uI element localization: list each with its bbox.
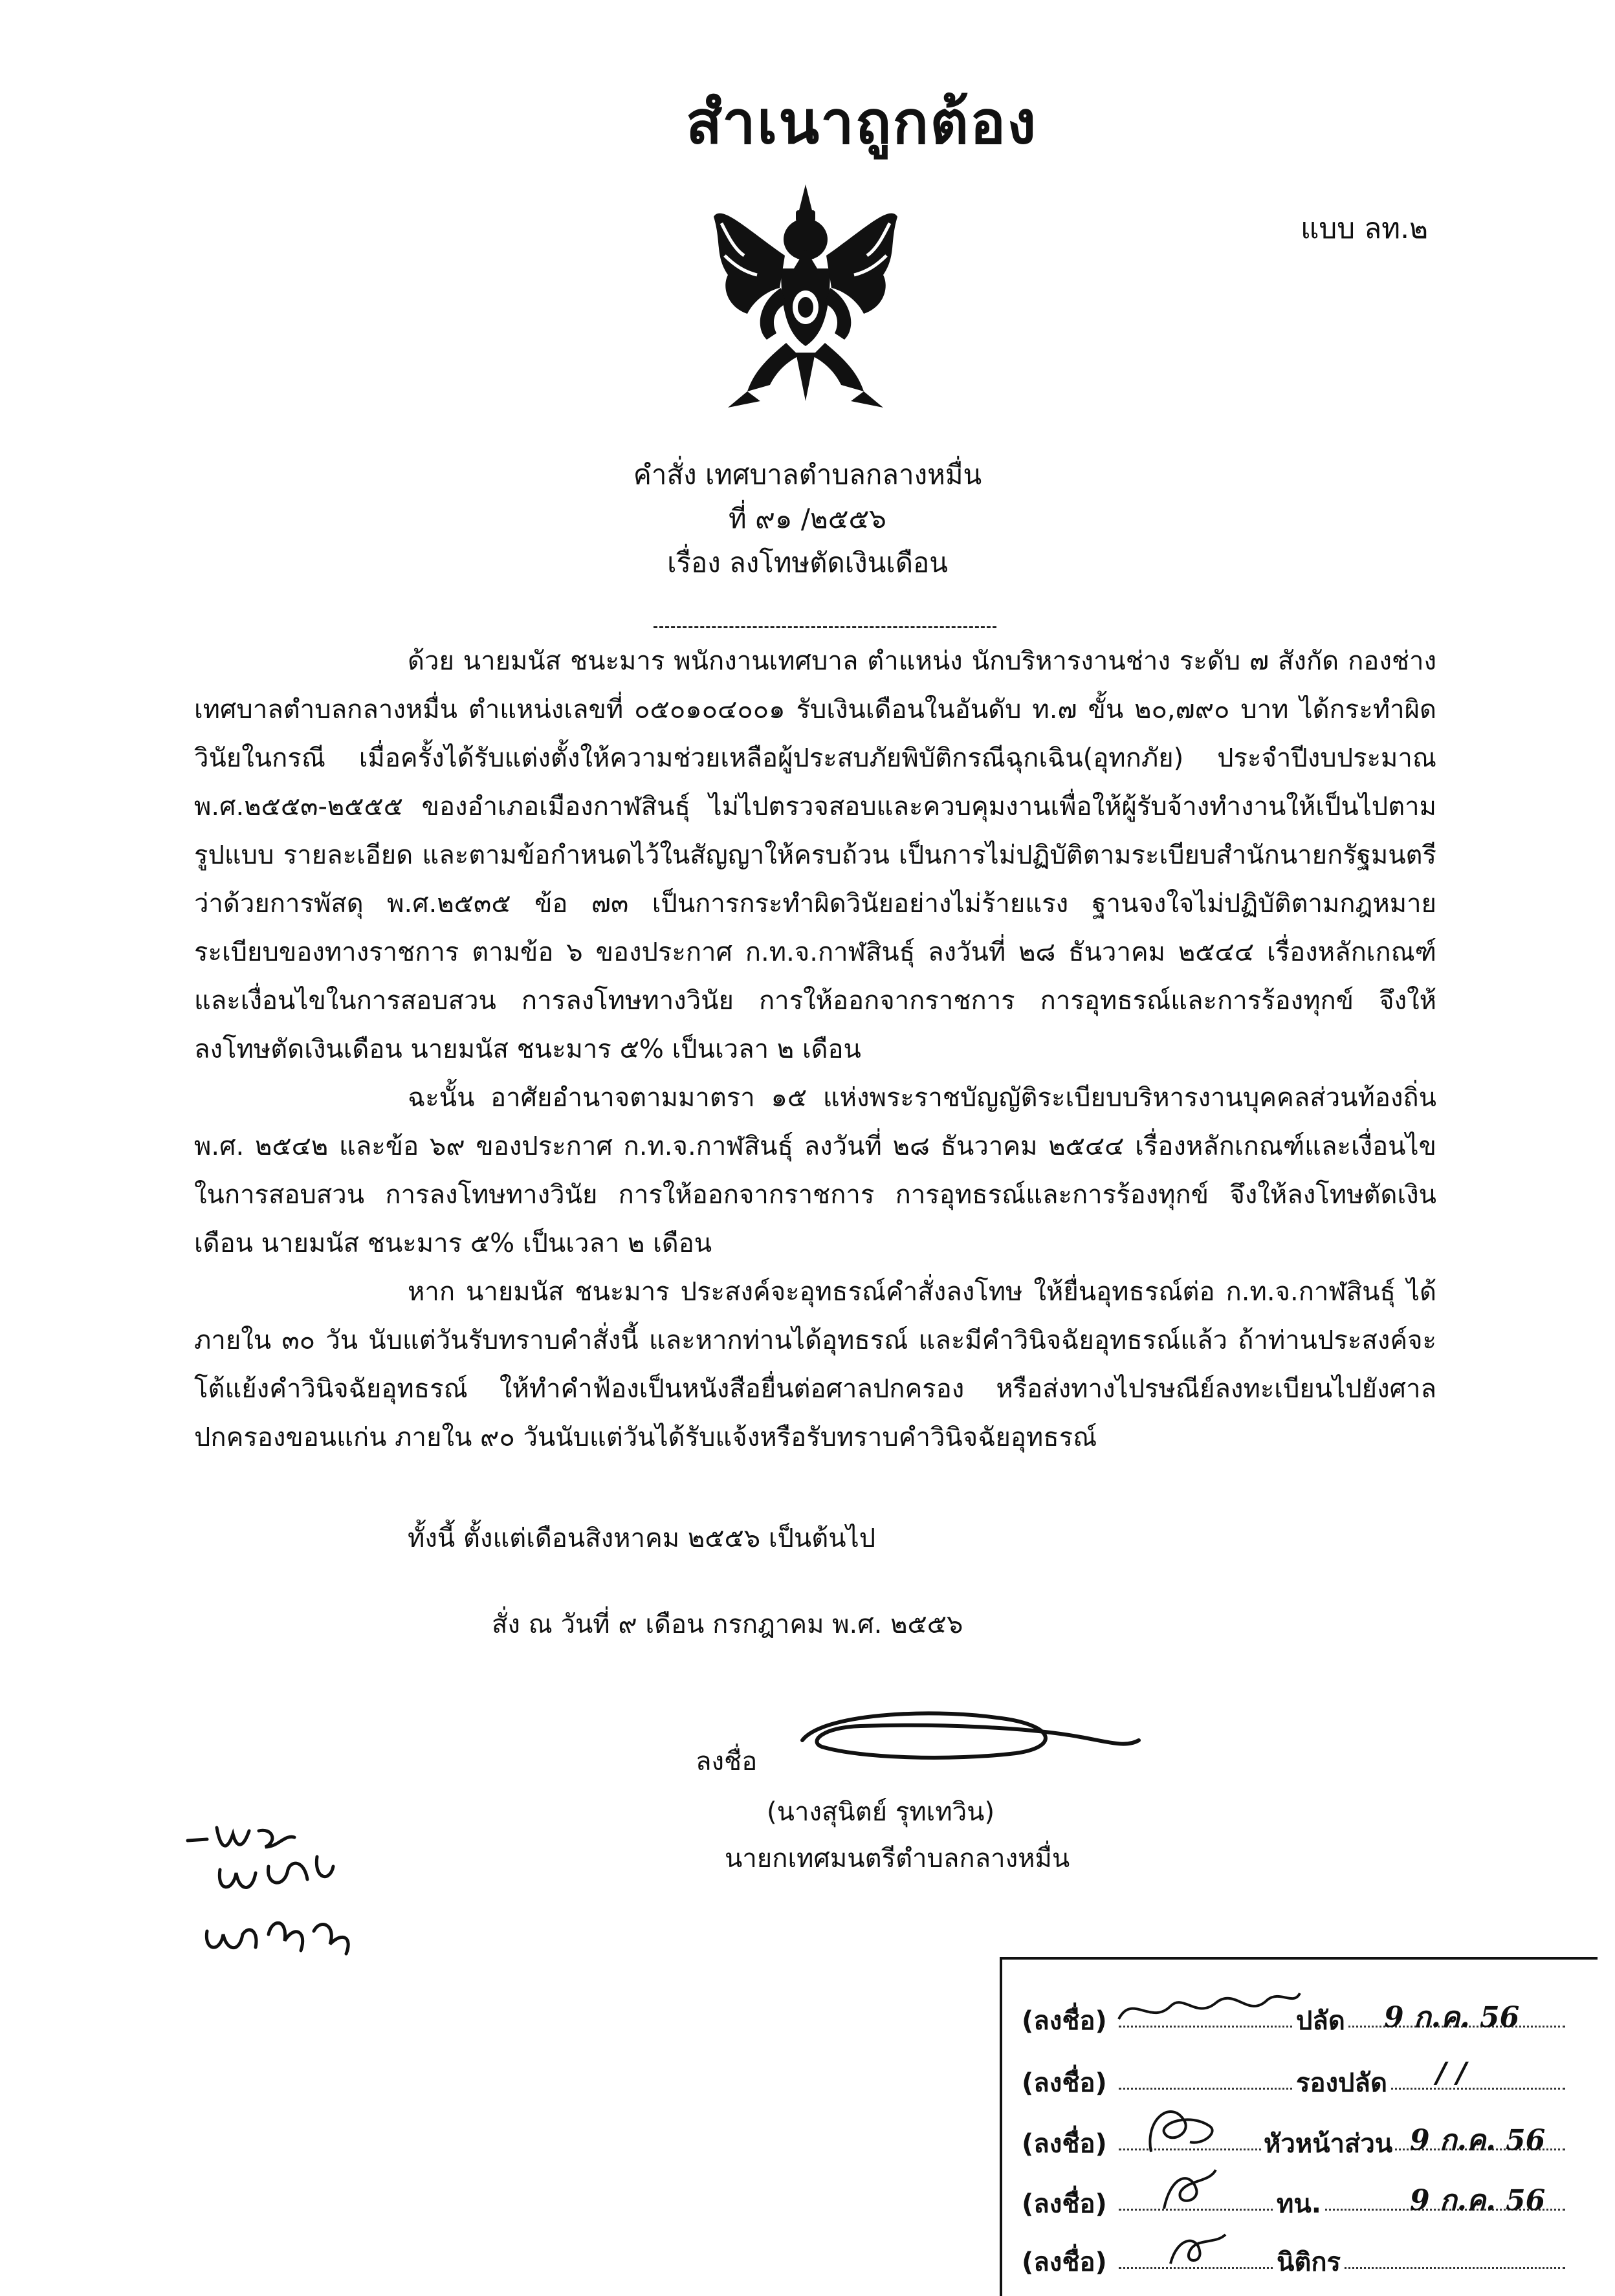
initials-scribble-icon <box>1112 1980 1306 2039</box>
certified-copy-stamp: สำเนาถูกต้อง <box>686 88 1038 157</box>
routing-position: หัวหน้าส่วน <box>1261 2123 1395 2164</box>
routing-label: (ลงชื่อ) <box>1022 2247 1107 2277</box>
routing-label: (ลงชื่อ) <box>1022 2129 1107 2159</box>
signer-title: นายกเทศมนตรีตำบลกลางหมื่น <box>725 1844 1070 1874</box>
order-issuer: คำสั่ง เทศบาลตำบลกลางหมื่น <box>633 459 982 490</box>
initials-scribble-icon <box>1132 2094 1229 2165</box>
initials-scribble-icon <box>1158 2218 1235 2277</box>
order-number: ที่ ๙๑ /๒๕๕๖ <box>729 503 886 534</box>
routing-row-deputy-clerk <box>1022 2000 1591 2039</box>
paragraph-offense: ด้วย นายมนัส ชนะมาร พนักงานเทศบาล ตำแหน่ง นักบริหารงานช่าง ระดับ ๗ สังกัด กองช่าง เทศบาลตำบลกลางหมื่น ตำแหน่งเลขที่ ๐๕๐๑๐๔๐๐๑ รับเงินเดือนในอันดับ ท.๗ ขั้น ๒๐,๗๙๐ บาท ได้กระทำผิดวินัยในกรณี เมื่อครั้งได้รับแต่งตั้งให้ความช่วยเหลือผู้ประสบภัยพิบัติกรณีฉุกเฉิน(อุทกภัย) ประจำปีงบประมาณ พ.ศ.๒๕๕๓-๒๕๕๕ ของอำเภอเมืองกาฬสินธุ์ ไม่ไปตรวจสอบและควบคุมงานเพื่อให้ผู้รับจ้างทำงานให้เป็นไปตามรูปแบบ รายละเอียด และตามข้อกำหนดไว้ในสัญญาให้ครบถ้วน เป็นการไม่ปฏิบัติตามระเบียบสำนักนายกรัฐมนตรีว่าด้วยการพัสดุ พ.ศ.๒๕๓๕ ข้อ ๗๓ เป็นการกระทำผิดวินัยอย่างไม่ร้ายแรง ฐานจงใจไม่ปฏิบัติตามกฎหมาย ระเบียบของทางราชการ ตามข้อ ๖ ของประกาศ ก.ท.จ.กาฬสินธุ์ ลงวันที่ ๒๘ ธันวาคม ๒๕๔๔ เรื่องหลักเกณฑ์และเงื่อนไขในการสอบสวน การลงโทษทางวินัย การให้ออกจากราชการ การอุทธรณ์และการร้องทุกข์ จึงให้ลงโทษตัดเงินเดือน นายมนัส ชนะมาร ๕% เป็นเวลา ๒ เดือน <box>194 646 1436 1064</box>
routing-position: รองปลัด <box>1293 2062 1390 2103</box>
initials-scribble-icon <box>1151 2157 1229 2222</box>
garuda-emblem-icon <box>709 178 903 421</box>
paragraph-authority: ฉะนั้น อาศัยอำนาจตามมาตรา ๑๕ แห่งพระราชบัญญัติระเบียบบริหารงานบุคคลส่วนท้องถิ่น พ.ศ. ๒๕๔๒ และข้อ ๖๙ ของประกาศ ก.ท.จ.กาฬสินธุ์ ลงวันที่ ๒๘ ธันวาคม ๒๕๔๔ เรื่องหลักเกณฑ์และเงื่อนไขในการสอบสวน การลงโทษทางวินัย การให้ออกจากราชการ การอุทธรณ์และการร้องทุกข์ จึงให้ลงโทษตัดเงินเดือน นายมนัส ชนะมาร ๕% เป็นเวลา ๒ เดือน <box>194 1083 1436 1258</box>
order-body <box>194 637 1436 1462</box>
routing-label: (ลงชื่อ) <box>1022 2068 1107 2098</box>
routing-date: 9 ก.ค. 56 <box>1384 2001 1520 2034</box>
routing-date: 9 ก.ค. 56 <box>1410 2124 1546 2157</box>
routing-position: ทน. <box>1274 2183 1324 2224</box>
effective-date: ทั้งนี้ ตั้งแต่เดือนสิงหาคม ๒๕๕๖ เป็นต้นไป <box>408 1524 876 1553</box>
routing-date: 9 ก.ค. 56 <box>1410 2184 1546 2217</box>
order-date: สั่ง ณ วันที่ ๙ เดือน กรกฎาคม พ.ศ. ๒๕๕๖ <box>492 1610 963 1639</box>
handwritten-note-icon <box>181 1821 375 1976</box>
routing-position: ปลัด <box>1293 2000 1348 2041</box>
routing-row-admin-staff <box>1022 2183 1591 2222</box>
signer-name: (นางสุนิตย์ รุทเทวิน) <box>767 1797 995 1827</box>
signature-scribble-icon <box>783 1701 1145 1773</box>
routing-row-legal-officer <box>1022 2241 1591 2280</box>
routing-box <box>1000 1957 1598 2296</box>
routing-label: (ลงชื่อ) <box>1022 2189 1107 2219</box>
title-divider <box>654 626 996 628</box>
routing-row-assistant-clerk <box>1022 2057 1591 2101</box>
routing-position: นิติกร <box>1274 2241 1343 2282</box>
signature-label: ลงชื่อ <box>696 1747 758 1777</box>
routing-date: / / <box>1436 2057 1467 2090</box>
routing-label: (ลงชื่อ) <box>1022 2006 1107 2036</box>
paragraph-appeal: หาก นายมนัส ชนะมาร ประสงค์จะอุทธรณ์คำสั่งลงโทษ ให้ยื่นอุทธรณ์ต่อ ก.ท.จ.กาฬสินธุ์ ได้ภายใน ๓๐ วัน นับแต่วันรับทราบคำสั่งนี้ และหากท่านได้อุทธรณ์ และมีคำวินิจฉัยอุทธรณ์แล้ว ถ้าท่านประสงค์จะโต้แย้งคำวินิจฉัยอุทธรณ์ ให้ทำคำฟ้องเป็นหนังสือยื่นต่อศาลปกครอง หรือส่งทางไปรษณีย์ลงทะเบียนไปยังศาลปกครองขอนแก่น ภายใน ๙๐ วันนับแต่วันได้รับแจ้งหรือรับทราบคำวินิจฉัยอุทธรณ์ <box>194 1277 1436 1452</box>
order-title-block <box>0 453 1615 585</box>
form-code: แบบ ลท.๒ <box>1301 212 1429 245</box>
order-subject: เรื่อง ลงโทษตัดเงินเดือน <box>667 547 948 578</box>
routing-row-department-head <box>1022 2123 1591 2161</box>
